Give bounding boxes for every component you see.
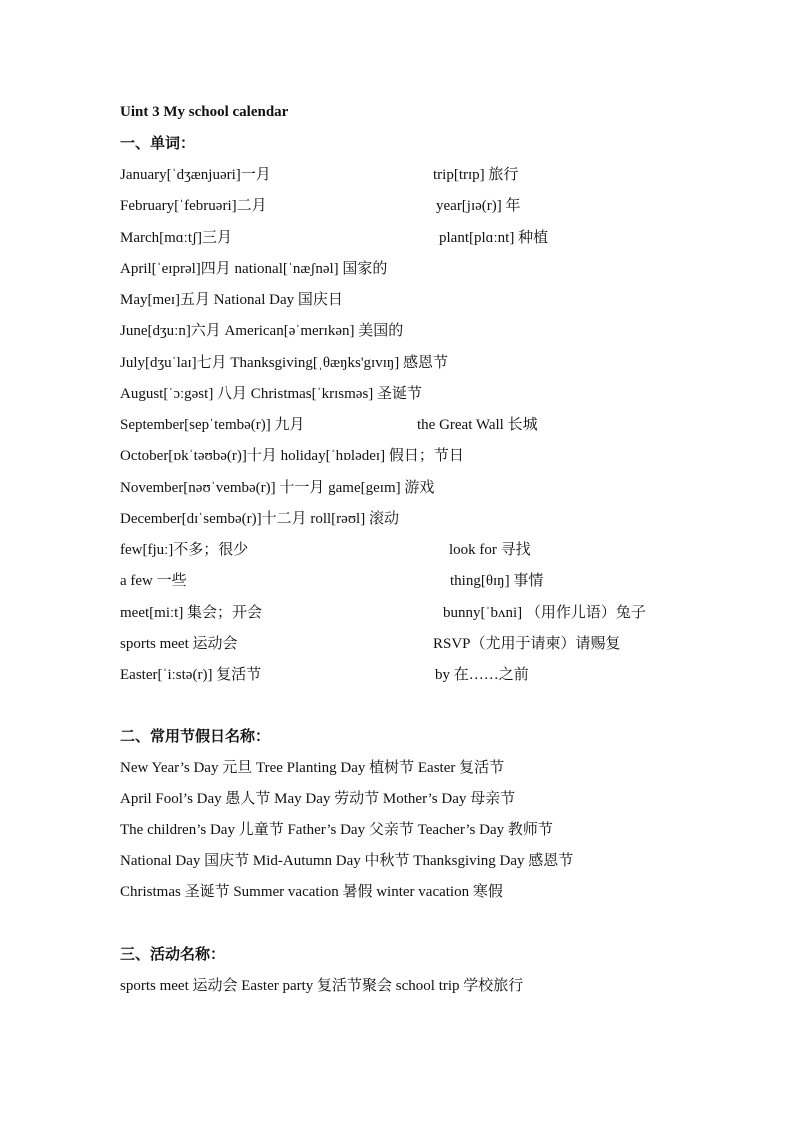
vocab-entry: April[ˈeɪprəl]四月 national[ˈnæʃnəl] 国家的 (120, 261, 388, 277)
vocab-entry: June[dʒuːn]六月 American[əˈmerɪkən] 美国的 (120, 323, 404, 339)
holiday-line: National Day 国庆节 Mid-Autumn Day 中秋节 Thanksgiving Day 感恩节 (120, 853, 574, 869)
vocab-entry: meet[miːt] 集会；开会 (120, 605, 263, 621)
vocab-entry: sports meet 运动会 (120, 636, 238, 652)
vocab-entry-right: the Great Wall 长城 (417, 417, 538, 433)
vocab-entry-right: trip[trɪp] 旅行 (433, 167, 519, 183)
holiday-line: New Year’s Day 元旦 Tree Planting Day 植树节 Easter 复活节 (120, 760, 505, 776)
holiday-line: Christmas 圣诞节 Summer vacation 暑假 winter vacation 寒假 (120, 884, 503, 900)
section-heading-holidays: 二、常用节假日名称： (120, 729, 271, 745)
vocab-entry: November[nəʊˈvembə(r)] 十一月 game[geɪm] 游戏 (120, 480, 435, 496)
vocab-entry-right: plant[plɑːnt] 种植 (439, 230, 549, 246)
vocab-entry-right: thing[θɪŋ] 事情 (450, 573, 544, 589)
vocab-entry: May[meɪ]五月 National Day 国庆日 (120, 292, 343, 308)
activity-line: sports meet 运动会 Easter party 复活节聚会 school trip 学校旅行 (120, 978, 524, 994)
vocab-entry-right: bunny[ˈbʌni] （用作儿语）兔子 (443, 605, 646, 621)
vocab-entry-right: RSVP（尤用于请柬）请赐复 (433, 636, 621, 652)
vocab-entry: a few 一些 (120, 573, 187, 589)
vocab-entry-right: year[jɪə(r)] 年 (436, 198, 521, 214)
vocab-entry: March[mɑːtʃ]三月 (120, 230, 232, 246)
section-heading-activities: 三、活动名称： (120, 947, 226, 963)
holiday-line: The children’s Day 儿童节 Father’s Day 父亲节 Teacher’s Day 教师节 (120, 822, 553, 838)
document-title: Uint 3 My school calendar (120, 104, 289, 120)
holiday-line: April Fool’s Day 愚人节 May Day 劳动节 Mother’s Day 母亲节 (120, 791, 516, 807)
vocab-entry: Easter[ˈiːstə(r)] 复活节 (120, 667, 262, 683)
vocab-entry-right: by 在……之前 (435, 667, 529, 683)
vocab-entry: few[fjuː]不多；很少 (120, 542, 249, 558)
section-heading-vocabulary: 一、单词： (120, 136, 196, 152)
vocab-entry-right: look for 寻找 (449, 542, 531, 558)
vocab-entry: October[ɒkˈtəʊbə(r)]十月 holiday[ˈhɒlədeɪ] 假日；节日 (120, 448, 464, 464)
vocab-entry: July[dʒuˈlaɪ]七月 Thanksgiving[ˌθæŋks'gɪvɪŋ] 感恩节 (120, 355, 449, 371)
vocab-entry: December[dɪˈsembə(r)]十二月 roll[rəʊl] 滚动 (120, 511, 399, 527)
vocab-entry: January[ˈdʒænjuəri]一月 (120, 167, 271, 183)
vocab-entry: September[sepˈtembə(r)] 九月 (120, 417, 305, 433)
vocab-entry: February[ˈfebruəri]二月 (120, 198, 267, 214)
vocab-entry: August[ˈɔːgəst] 八月 Christmas[ˈkrɪsməs] 圣诞节 (120, 386, 423, 402)
